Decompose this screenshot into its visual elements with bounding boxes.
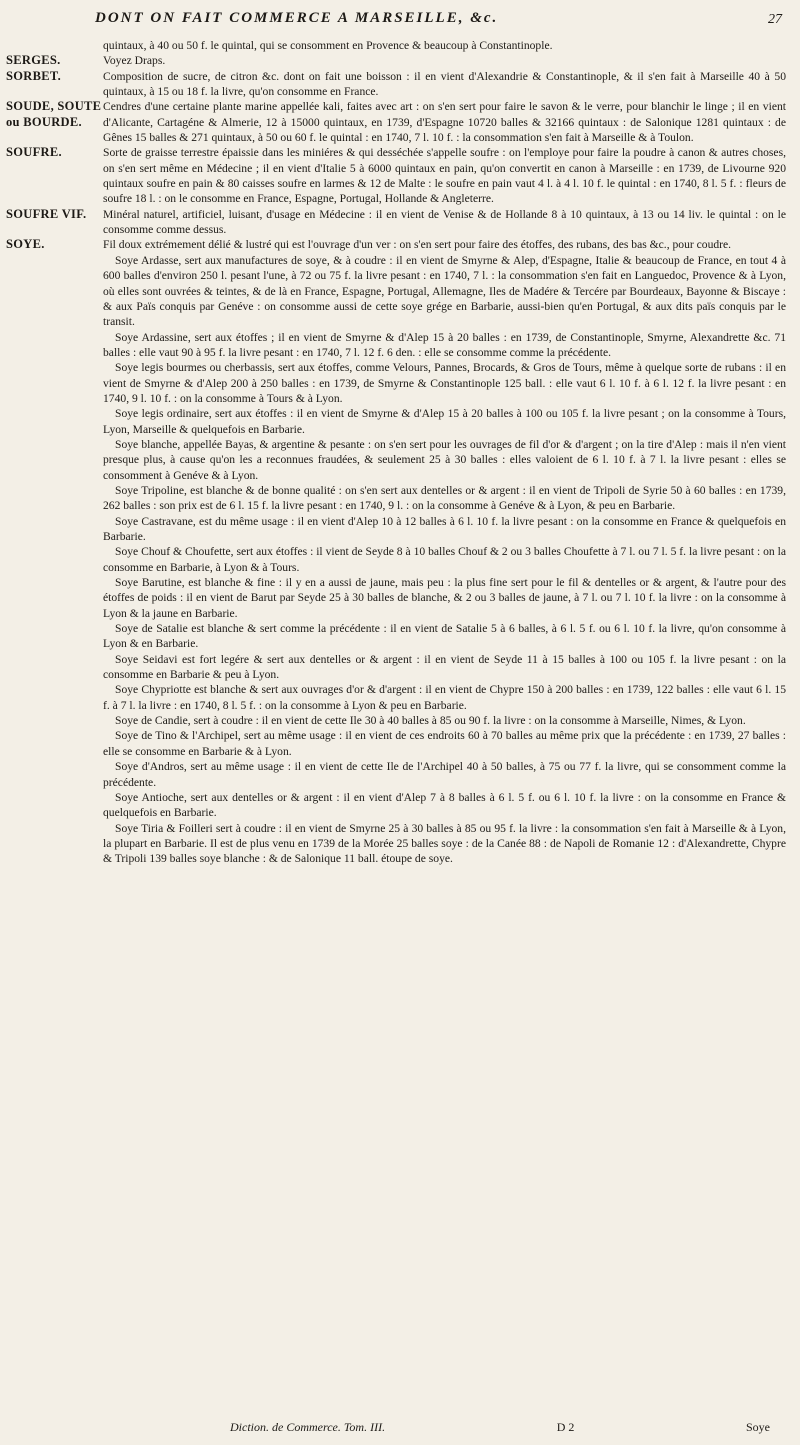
entry-paragraph: Soye Tiria & Foilleri sert à coudre : il en vient de Smyrne 25 à 30 balles à 85 ou 95 f. la livre : la consommation s'en fait à Marseille & à Lyon, la plupart en Barbarie. Il est de plus venu en 1739 de la Morée 25 balles soye : de la Canée 88 : de Napoli de Romanie 12 : d'Alexandrette, Chypre & Tripoli 139 balles soye blanche : & de Salonique 11 ball. étoupe de soye. [103, 821, 786, 866]
entry-paragraph: Fil doux extrémement délié & lustré qui est l'ouvrage d'un ver : on s'en sert pour faire des étoffes, des rubans, des bas &c., pour coudre. [103, 238, 732, 252]
entry-headword: SORBET. [6, 68, 62, 83]
entry-text [103, 145, 786, 206]
entry-headword: SOUFRE. [6, 145, 62, 160]
entry-paragraph: Soye Ardassine, sert aux étoffes ; il en vient de Smyrne & d'Alep 15 à 20 balles : en 1739, de Constantinople, Smyrne, Alexandrette &c. 71 balles : elle vaut 90 à 95 f. la livre pesant : en 1740, 7 l. 12 f. 6 den. : elle se consomme comme la précédente. [103, 330, 786, 359]
page-footer [230, 1420, 770, 1435]
dictionary-entry [6, 145, 786, 206]
entry-paragraph: Soye de Tino & l'Archipel, sert au même usage : il en vient de ces endroits 60 à 70 balles au même prix que la précédente : en 1739, 27 balles : elle se consomme en Barbarie & à Lyon. [103, 729, 786, 758]
entry-headword: SERGES. [6, 53, 61, 68]
intro-text: quintaux, à 40 ou 50 f. le quintal, qui se consomment en Provence & beaucoup à Constantinople. [103, 39, 553, 52]
dictionary-entry [6, 237, 786, 866]
dictionary-entry [6, 99, 786, 145]
entry-paragraph: Soye Ardasse, sert aux manufactures de soye, & à coudre : il en vient de Smyrne & Alep, d'Espagne, Italie & beaucoup de France, en tout 4 à 600 balles d'environ 250 l. pesant l'une, à 72 ou 75 f. la livre pesant : en 1740, 7 l. : la consommation s'en fait en Languedoc, Provence & à Lyon, où elles sont ouvrées & teintes, & de là en France, Espagne, Portugal, Allemagne, Iles de Madére & Tercére par Bourdeaux, Bayonne & Biscaye : & aux Païs conquis par Genéve : on consomme aussi de cette soye grége en Barbarie, aussi-bien qu'en Portugal, & aux dits païs conquis par le transit. [103, 253, 786, 329]
entry-paragraph: Soye Seidavi est fort legére & sert aux dentelles or & argent : il en vient de Seyde 11 à 15 balles à 100 ou 105 f. la livre pesant : on la consomme en Barbarie & peu à Lyon. [103, 652, 786, 682]
entry-paragraph: Soye Castravane, est du même usage : il en vient d'Alep 10 à 12 balles à 6 l. 10 f. la livre pesant : on la consomme en France & quelquefois en Barbarie. [103, 514, 786, 543]
entry-paragraph: Soye Chypriotte est blanche & sert aux ouvrages d'or & d'argent : il en vient de Chypre 150 à 200 balles : en 1739, 122 balles : elle vaut 6 l. 15 f. à 7 l. la livre : en 1740, 8 l. 5 f. : on la consomme à Lyon & peu en Barbarie. [103, 683, 786, 712]
entry-paragraph: Soye blanche, appellée Bayas, & argentine & pesante : on s'en sert pour les ouvrages de fil d'or & d'argent ; on la tire d'Alep : mais il n'en vient presque plus, à cause qu'on les a reconnues fraudées, & seulement 25 à 30 balles : elles valoient de 6 l. 10 f. à 7 l. la livre pesant : elles se consomment à Genéve & à Lyon. [103, 437, 786, 482]
entry-paragraph: Soye Antioche, sert aux dentelles or & argent : il en vient d'Alep 7 à 8 balles à 6 l. 5 f. ou 6 l. 10 f. la livre : on la consomme en France & quelquefois en Barbarie. [103, 790, 786, 820]
entry-paragraph: Soye Chouf & Choufette, sert aux étoffes : il vient de Seyde 8 à 10 balles Chouf & 2 ou 3 balles Choufette à 7 l. ou 7 l. 5 f. la livre pesant : on la consomme en Barbarie, à Lyon & à Tours. [103, 545, 786, 574]
entry-text [103, 69, 786, 100]
footer-title: Diction. de Commerce. Tom. III. [230, 1420, 386, 1434]
entry-paragraph: Sorte de graisse terrestre épaissie dans les miniéres & qui desséchée s'appelle soufre : on l'employe pour faire la poudre à canon & autres choses, on s'en sert même en Médecine ; il en vient d'Italie 5 à 6000 quintaux en pain, qu'on convertit en canon à Marseille : en 1739, de Livourne 920 quintaux soufre en pain & 80 caisses soufre en larmes & 12 de Malte : le soufre en pain vaut 4 l. à 4 l. 10 f. le quintal : en 1740, 8 l. 5 f. : fleurs de soufre 18 l. : on le consomme en France, Espagne, Portugal, Hollande & Angleterre. [103, 146, 786, 206]
entry-text [103, 53, 786, 68]
running-title: DONT ON FAIT COMMERCE A MARSEILLE, &c. [95, 10, 499, 26]
entry-paragraph: Soye Tripoline, est blanche & de bonne qualité : on s'en sert aux dentelles or & argent : il en vient de Tripoli de Syrie 50 à 60 balles : en 1739, 262 balles : son prix est de 6 l. 15 f. la livre pesant : en 1740, 9 l. : on la consomme à Genéve & à Lyon, & peu en Barbarie. [103, 483, 786, 513]
entry-text [103, 207, 786, 238]
entry-paragraph: Soye de Satalie est blanche & sert comme la précédente : il en vient de Satalie 5 à 6 balles, à 6 l. 5 f. ou 6 l. 10 f. la livre, qu'on consomme à Lyon & en Barbarie. [103, 622, 786, 651]
entry-paragraph: Cendres d'une certaine plante marine appellée kali, faites avec art : on s'en sert pour faire le savon & le verre, pour blanchir le linge ; il en vient d'Alicante, Cartagéne & Almerie, 12 à 15000 quintaux, en 1739, d'Espagne 10720 balles & 32166 quintaux : de Salonique 1281 quintaux : de Gênes 15 balles & 271 quintaux, à 50 ou 60 f. le quintal : en 1740, 7 l. 10 f. : la consommation s'en fait à Marseille & à Toulon. [103, 100, 786, 145]
page-number: 27 [768, 12, 782, 27]
entry-headword: SOUFRE VIF. [6, 206, 87, 221]
entry-text [103, 237, 786, 866]
page-body [6, 38, 786, 867]
entry-text [103, 99, 786, 145]
entry-paragraph: Soye legis bourmes ou cherbassis, sert aux étoffes, comme Velours, Pannes, Brocards, & Gros de Tours, même à quelque sorte de rubans : il en vient de Smyrne & d'Alep 200 à 250 balles : en 1739, de Smyrne & Constantinople 125 ball. : elle vaut 6 l. 10 f. à 6 l. 12 f. la livre pesant : en 1740, 9 l. 10 f. : on la consomme à Tours & à Lyon. [103, 361, 786, 405]
entry-paragraph: Soye legis ordinaire, sert aux étoffes : il en vient de Smyrne & d'Alep 15 à 20 balles à 100 ou 105 f. la livre pesant ; on la consomme à Tours, Lyon, Marseille & quelquefois en Barbarie. [103, 407, 786, 436]
signature-mark: D 2 [556, 1420, 575, 1434]
entry-paragraph: Composition de sucre, de citron &c. dont on fait une boisson : il en vient d'Alexandrie & Constantinople, & il s'en fait à Marseille 40 à 50 quintaux, à 15 ou 18 f. la livre, qu'on consomme en France. [103, 69, 786, 99]
entry-headword: SOUDE, SOUTE ou BOURDE. [6, 99, 102, 129]
entry-paragraph: Soye de Candie, sert à coudre : il en vient de cette Ile 30 à 40 balles à 85 ou 90 f. la livre : on la consomme à Marseille, Nimes, & Lyon. [115, 714, 746, 728]
entry-paragraph: Voyez Draps. [103, 54, 166, 68]
dictionary-entry [6, 207, 786, 238]
entry-paragraph: Minéral naturel, artificiel, luisant, d'usage en Médecine : il en vient de Venise & de Hollande 8 à 10 quintaux, à 13 ou 14 liv. le quintal : on le consomme comme dessus. [103, 207, 786, 237]
dictionary-entry [6, 69, 786, 100]
entry-headword: SOYE. [6, 237, 45, 252]
dictionary-entry [6, 53, 786, 68]
catchword: Soye [745, 1420, 770, 1434]
entries-list [6, 53, 786, 866]
entry-paragraph: Soye d'Andros, sert au même usage : il en vient de cette Ile de l'Archipel 40 à 50 balles, à 75 ou 77 f. la livre, qui se consomment comme la précédente. [103, 760, 786, 789]
entry-paragraph: Soye Barutine, est blanche & fine : il y en a aussi de jaune, mais peu : la plus fine sert pour le fil & dentelles or & argent, & l'autre pour des étoffes de poids : il en vient de Barut par Seyde 25 à 30 balles de blanche, & 2 ou 3 balles de jaune, à 7 l. ou 7 l. 10 f. la livre : on la consomme à Lyon & la jaune en Barbarie. [103, 576, 786, 620]
